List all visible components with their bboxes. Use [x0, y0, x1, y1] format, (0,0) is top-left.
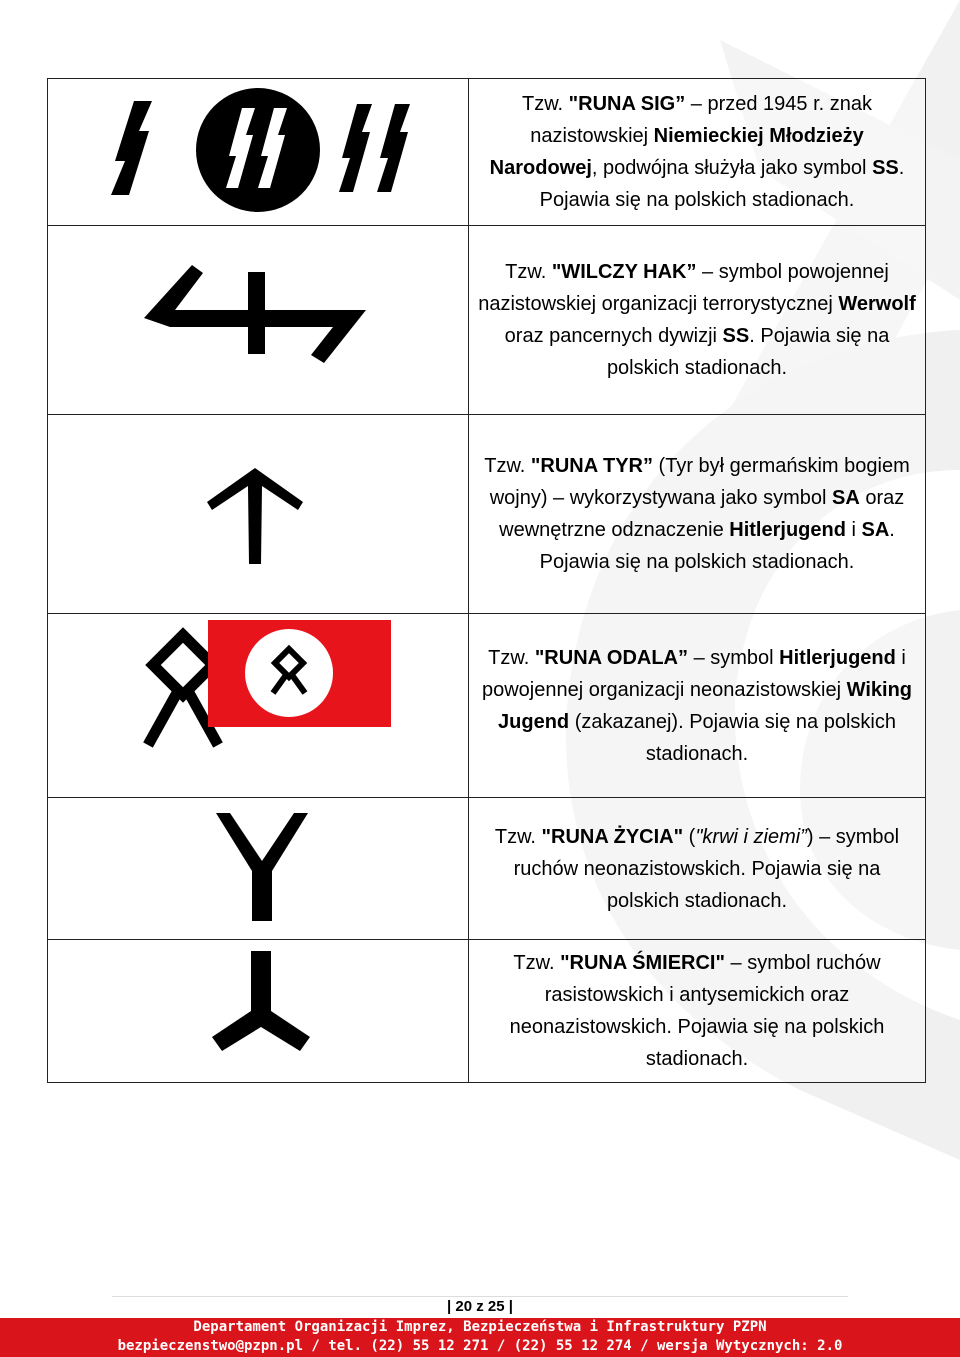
symbol-description: Tzw. "RUNA ŚMIERCI" – symbol ruchów rasistowskich i antysemickich oraz neonazistowskich. Pojawia się na polskich stadionach.	[469, 940, 926, 1083]
page-number: | 20 z 25 |	[447, 1298, 513, 1315]
footer-department: Departament Organizacji Imprez, Bezpieczeństwa i Infrastruktury PZPN	[193, 1319, 767, 1335]
symbol-description: Tzw. "RUNA ODALA” – symbol Hitlerjugend i powojennej organizacji neonazistowskiej Wiking Jugend (zakazanej). Pojawia się na polskich stadionach.	[469, 614, 926, 798]
table-row	[48, 614, 926, 798]
symbols-table	[47, 78, 926, 1083]
runa-sig-symbol-icon	[48, 80, 468, 225]
symbol-image-cell	[48, 415, 469, 614]
symbol-description: Tzw. "RUNA TYR” (Tyr był germańskim bogiem wojny) – wykorzystywana jako symbol SA oraz wewnętrzne odznaczenie Hitlerjugend i SA. Pojawia się na polskich stadionach.	[469, 415, 926, 614]
symbol-description: Tzw. "RUNA SIG” – przed 1945 r. znak nazistowskiej Niemieckiej Młodzieży Narodowej, podwójna służyła jako symbol SS. Pojawia się na polskich stadionach.	[469, 79, 926, 226]
symbol-description: Tzw. "WILCZY HAK” – symbol powojennej nazistowskiej organizacji terrorystycznej Werwolf oraz pancernych dywizji SS. Pojawia się na polskich stadionach.	[469, 226, 926, 415]
table-row	[48, 798, 926, 940]
table-row	[48, 415, 926, 614]
footer-bar	[0, 1318, 960, 1357]
symbol-image-cell	[48, 614, 469, 798]
table-row	[48, 226, 926, 415]
table-row	[48, 940, 926, 1083]
runa-tyr-symbol-icon	[48, 416, 468, 613]
symbol-image-cell	[48, 798, 469, 940]
runa-zycia-symbol-icon	[48, 799, 468, 939]
footer-contact: bezpieczenstwo@pzpn.pl / tel. (22) 55 12 271 / (22) 55 12 274 / wersja Wytycznych: 2.0	[117, 1338, 843, 1354]
symbol-image-cell	[48, 79, 469, 226]
symbol-image-cell	[48, 940, 469, 1083]
runa-smierci-symbol-icon	[48, 941, 468, 1082]
runa-odala-symbol-icon	[48, 615, 468, 797]
symbol-image-cell	[48, 226, 469, 415]
wilczy-hak-symbol-icon	[48, 227, 468, 414]
footer-divider	[112, 1296, 848, 1297]
symbol-description: Tzw. "RUNA ŻYCIA" ("krwi i ziemi”) – symbol ruchów neonazistowskich. Pojawia się na polskich stadionach.	[469, 798, 926, 940]
table-row	[48, 79, 926, 226]
